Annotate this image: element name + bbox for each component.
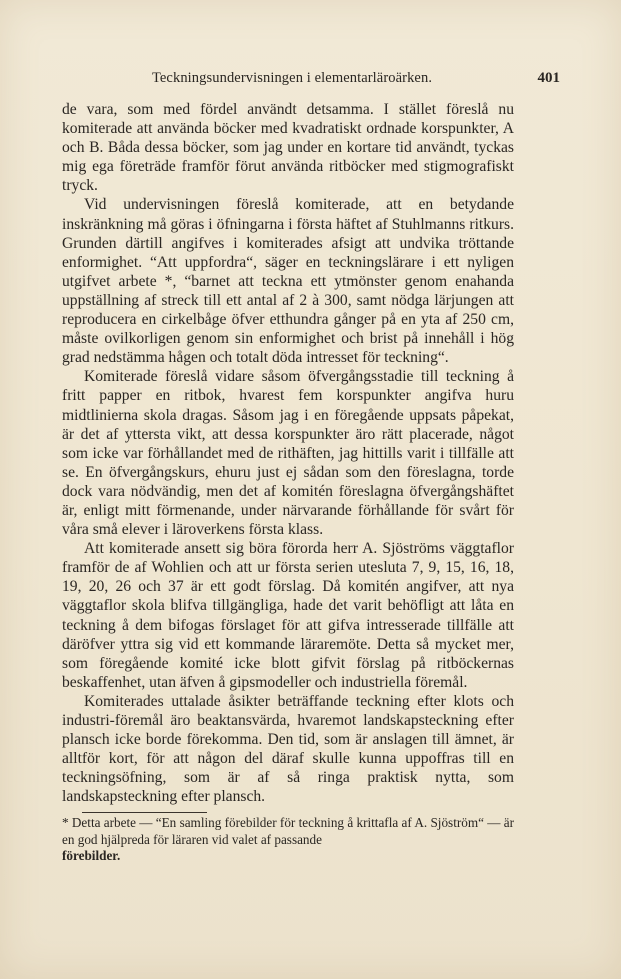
paragraph: Komiterade föreslå vidare såsom öfvergångsstadie till teckning å fritt papper en ritbok, hvarest fem korspunkter angifva huru midtlinierna skola dragas. Såsom jag i en föregående uppsats påpekat, är det af yttersta vikt, att dessa korspunkter äro rätt placerade, något som icke var förhållandet med de rithäften, jag hittills varit i tillfälle att se. En öfvergångskurs, ehuru just ej sådan som den föreslagna, torde dock vara nödvändig, men det af komitén föreslagna öfvergångshäftet är, enligt mitt förmenande, under närvarande förhållande för svårt för våra små elever i läroverkens första klass.	[62, 368, 514, 539]
paragraph: Att komiterade ansett sig böra förorda herr A. Sjöströms väggtaflor framför de af Wohlien och att ur första serien utesluta 7, 9, 15, 16, 18, 19, 20, 26 och 37 är ett godt förslag. Då komitén angifver, att nya väggtaflor skola blifva tillgängliga, hade det varit behöfligt att låta en teckning å dem bifogas förslaget för att gifva intresserade tillfälle att däröfver yttra sig vid ett kommande läraremöte. Detta så mycket mer, som föregående komité icke blott gifvit förslag på ritböckernas beskaffenhet, utan äfven å gipsmodeller och industriella föremål.	[62, 540, 514, 691]
body-text	[62, 100, 514, 865]
running-head: Teckningsundervisningen i elementarläroärken.	[151, 70, 433, 86]
footnote-divider	[82, 812, 207, 813]
footnote: * Detta arbete — “En samling förebilder för teckning å krittafla af A. Sjöström“ — är en god hjälpreda för läraren vid valet af passande	[62, 815, 514, 847]
paragraph: Komiterades uttalade åsikter beträffande teckning efter klots och industri-föremål äro beaktansvärda, hvaremot landskapsteckning efter plansch icke borde förekomma. Den tid, som är anslagen till ämnet, är alltför kort, för att någon del däraf skulle kunna uppoffras till en teckningsöfning, som är af så ringa praktisk nytta, som landskapsteckning efter plansch.	[62, 692, 514, 806]
paragraph: Vid undervisningen föreslå komiterade, att en betydande inskränkning må göras i öfningarna i första häftet af Stuhlmanns ritkurs. Grunden därtill angifves i komiterades afsigt att undvika tröttande enformighet. “Att uppfordra“, säger en teckningslärare i ett nyligen utgifvet arbete *, “barnet att teckna ett ytmönster genom enahanda uppställning af streck till ett antal af 2 à 300, samt nödga lärjungen att reproducera en cirkelbåge öfver etthundra gånger på en yta af 250 cm, måste ovilkorligen genom sin enformighet och brist på innehåll i hög grad nedstämma hågen och totalt döda intresset för teckning“.	[62, 196, 514, 367]
page-number: 401	[537, 70, 560, 86]
footnote-tail: förebilder.	[62, 848, 121, 864]
page-header	[60, 70, 560, 92]
paragraph-continuation: de vara, som med fördel användt detsamma. I stället föreslå nu komiterade att använda böcker med kvadratiskt ordnade korspunkter, A och B. Båda dessa böcker, som jag under en kortare tid användt, tyckas mig ega företräde framför förut använda ritböcker med stigmografiskt tryck.	[62, 101, 514, 195]
